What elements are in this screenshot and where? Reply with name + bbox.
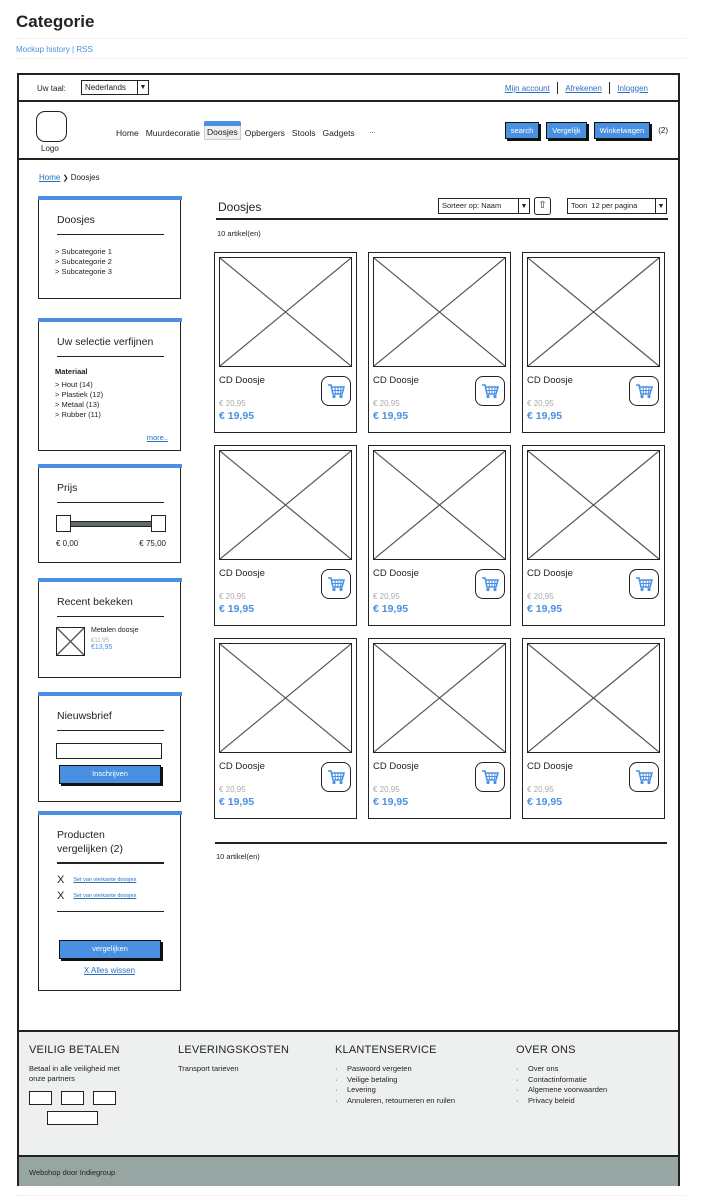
- payment-logos: [29, 1091, 129, 1105]
- footer-link[interactable]: · Algemene voorwaarden: [516, 1085, 607, 1096]
- cart-icon: [481, 383, 499, 399]
- footer-col-about: [516, 1044, 607, 1106]
- divider: [57, 356, 164, 358]
- slider-handle-min[interactable]: [56, 515, 71, 532]
- product-price: € 19,95: [373, 603, 409, 615]
- image-placeholder-icon[interactable]: [373, 257, 506, 367]
- image-placeholder-icon[interactable]: [373, 643, 506, 753]
- refine-widget: [38, 322, 181, 451]
- chevron-down-icon[interactable]: ▼: [137, 81, 148, 94]
- cart-icon: [635, 769, 653, 785]
- compare-widget: [38, 815, 181, 991]
- add-to-cart-button[interactable]: [629, 762, 659, 792]
- account-links: [505, 82, 648, 94]
- subcategory-item[interactable]: > Subcategorie 1: [55, 247, 112, 257]
- chevron-down-icon[interactable]: ▼: [518, 199, 529, 213]
- subcategory-list: [55, 247, 180, 277]
- nav-item-gadgets[interactable]: Gadgets: [322, 128, 355, 138]
- product-price: € 19,95: [373, 796, 409, 808]
- image-placeholder-icon[interactable]: [373, 450, 506, 560]
- footer-link[interactable]: · Privacy beleid: [516, 1096, 607, 1107]
- footer-text: Betaal in alle veiligheid met onze partners: [29, 1064, 120, 1083]
- product-name[interactable]: CD Doosje: [373, 568, 419, 579]
- product-old-price: € 20,95: [219, 785, 246, 794]
- footer-col-payment: [29, 1044, 129, 1125]
- recent-item[interactable]: [56, 627, 180, 656]
- product-old-price: € 20,95: [527, 399, 554, 408]
- footer-link[interactable]: · Contactinformatie: [516, 1075, 607, 1086]
- breadcrumb-home[interactable]: Home: [39, 173, 61, 182]
- widget-title: Prijs: [57, 482, 78, 494]
- search-button[interactable]: search: [505, 122, 540, 139]
- language-value: Nederlands: [85, 83, 126, 92]
- divider: [16, 1195, 686, 1196]
- filter-item[interactable]: > Metaal (13): [55, 400, 100, 410]
- sort-direction-icon[interactable]: ⇧: [534, 197, 551, 215]
- product-grid: [214, 252, 669, 819]
- image-placeholder-icon[interactable]: [219, 257, 352, 367]
- product-price: € 19,95: [219, 410, 255, 422]
- compare-item-link[interactable]: Set van vierkante doosjes: [73, 876, 137, 883]
- slider-handle-max[interactable]: [151, 515, 166, 532]
- add-to-cart-button[interactable]: [475, 376, 505, 406]
- divider: [57, 862, 164, 864]
- product-card[interactable]: [522, 445, 665, 626]
- divider: [57, 502, 164, 504]
- compare-item-link[interactable]: Set van vierkante doosjes: [73, 892, 137, 899]
- remove-icon[interactable]: X: [57, 889, 65, 902]
- product-card[interactable]: [368, 445, 511, 626]
- footer-list: [516, 1064, 607, 1106]
- cart-button[interactable]: Winkelwagen: [594, 122, 651, 139]
- widget-title: Doosjes: [57, 214, 95, 226]
- filter-item[interactable]: > Hout (14): [55, 380, 93, 390]
- chevron-down-icon[interactable]: ▼: [655, 199, 666, 213]
- product-old-price: € 20,95: [373, 592, 400, 601]
- divider: [57, 730, 164, 732]
- nav-actions: [505, 122, 668, 139]
- product-card[interactable]: [214, 638, 357, 819]
- footer: [19, 1030, 678, 1155]
- product-name[interactable]: CD Doosje: [373, 761, 419, 772]
- recent-info: [91, 627, 138, 656]
- add-to-cart-button[interactable]: [321, 376, 351, 406]
- subcategory-item[interactable]: > Subcategorie 2: [55, 257, 112, 267]
- product-old-price: € 20,95: [219, 399, 246, 408]
- language-label: Uw taal:: [37, 84, 66, 93]
- image-placeholder-icon[interactable]: [527, 257, 660, 367]
- widget-title: Recent bekeken: [57, 596, 133, 608]
- payment-logo: [29, 1091, 52, 1105]
- per-page-select[interactable]: [567, 198, 667, 214]
- product-price: € 19,95: [527, 410, 563, 422]
- divider: [216, 218, 668, 220]
- separator: |: [72, 45, 75, 54]
- compare-submit-button[interactable]: vergelijken: [59, 940, 161, 959]
- divider: [16, 38, 686, 39]
- recent-old-price: €11,95: [91, 638, 109, 645]
- category-title: Doosjes: [218, 200, 262, 214]
- image-placeholder-icon: [56, 627, 85, 656]
- divider: [16, 58, 686, 59]
- footer-heading: LEVERINGSKOSTEN: [178, 1044, 290, 1056]
- product-price: € 19,95: [219, 796, 255, 808]
- price-range: [56, 539, 166, 548]
- payment-logo: [47, 1111, 98, 1125]
- mockup-frame: [17, 73, 680, 1186]
- nav-item-stools[interactable]: Stools: [291, 128, 316, 138]
- product-card[interactable]: [368, 252, 511, 433]
- newsletter-widget: [38, 696, 181, 802]
- nav-item-home[interactable]: Home: [116, 128, 139, 138]
- nav-item-doosjes[interactable]: Doosjes: [204, 125, 241, 140]
- recent-price: €13,95: [91, 644, 113, 652]
- breadcrumb: [39, 173, 100, 182]
- price-max: € 75,00: [139, 539, 166, 549]
- product-price: € 19,95: [527, 796, 563, 808]
- cart-icon: [635, 383, 653, 399]
- divider: [557, 82, 559, 94]
- product-card[interactable]: [214, 252, 357, 433]
- product-name[interactable]: CD Doosje: [527, 375, 573, 386]
- nav-item-opbergers[interactable]: Opbergers: [244, 128, 285, 138]
- history-links: [16, 45, 93, 54]
- nav-item-muurdecoratie[interactable]: Muurdecoratie: [145, 128, 201, 138]
- clear-all-link[interactable]: X Alles wissen: [83, 966, 136, 976]
- rss-link[interactable]: RSS: [76, 45, 93, 54]
- product-card[interactable]: [214, 445, 357, 626]
- footer-link[interactable]: · Paswoord vergeten: [335, 1064, 475, 1075]
- product-price: € 19,95: [219, 603, 255, 615]
- top-bar: [19, 75, 678, 102]
- item-count: 10 artikel(en): [217, 229, 261, 238]
- footer-heading: VEILIG BETALEN: [29, 1044, 120, 1056]
- filter-list: [55, 380, 180, 420]
- widget-title: Nieuwsbrief: [57, 710, 112, 722]
- widget-title: Producten vergelijken (2): [57, 829, 123, 855]
- product-old-price: € 20,95: [373, 785, 400, 794]
- nav-item-more[interactable]: ...: [369, 128, 376, 135]
- page-title: Categorie: [16, 12, 95, 31]
- image-placeholder-icon[interactable]: [527, 643, 660, 753]
- add-to-cart-button[interactable]: [629, 569, 659, 599]
- subcategory-item[interactable]: > Subcategorie 3: [55, 267, 112, 277]
- cart-icon: [327, 769, 345, 785]
- add-to-cart-button[interactable]: [475, 762, 505, 792]
- filter-item[interactable]: > Rubber (11): [55, 410, 101, 420]
- filter-group-title: Materiaal: [55, 367, 88, 377]
- newsletter-email-input[interactable]: [56, 743, 162, 759]
- add-to-cart-button[interactable]: [321, 762, 351, 792]
- footer-link[interactable]: · Over ons: [516, 1064, 607, 1075]
- compare-item: [57, 874, 180, 886]
- footer-link[interactable]: · Levering: [335, 1085, 475, 1096]
- shipping-rates-link[interactable]: Transport tarieven: [178, 1064, 239, 1073]
- widget-title: Uw selectie verfijnen: [57, 336, 154, 348]
- image-placeholder-icon[interactable]: [219, 450, 352, 560]
- item-count: 10 artikel(en): [216, 852, 260, 861]
- add-to-cart-button[interactable]: [629, 376, 659, 406]
- payment-logo: [93, 1091, 116, 1105]
- product-price: € 19,95: [373, 410, 409, 422]
- compare-button[interactable]: Vergelijk: [546, 122, 586, 139]
- logo-label: Logo: [41, 144, 59, 153]
- product-old-price: € 20,95: [219, 592, 246, 601]
- payment-logo: [61, 1091, 84, 1105]
- cart-icon: [327, 576, 345, 592]
- product-card[interactable]: [522, 638, 665, 819]
- product-old-price: € 20,95: [527, 785, 554, 794]
- price-widget: [38, 468, 181, 563]
- sort-value: Sorteer op: Naam: [442, 201, 502, 210]
- image-placeholder-icon[interactable]: [219, 643, 352, 753]
- copyright-bar: Webshop door Indiegroup: [19, 1155, 678, 1186]
- add-to-cart-button[interactable]: [475, 569, 505, 599]
- product-name[interactable]: CD Doosje: [527, 568, 573, 579]
- logo[interactable]: [36, 111, 67, 142]
- more-link[interactable]: more..: [146, 433, 168, 442]
- product-name[interactable]: CD Doosje: [527, 761, 573, 772]
- sort-select[interactable]: [438, 198, 530, 214]
- cart-icon: [481, 576, 499, 592]
- cart-icon: [481, 769, 499, 785]
- filter-item[interactable]: > Plastiek (12): [55, 390, 104, 400]
- recent-item-name: Metalen doosje: [91, 627, 139, 635]
- cart-count: (2): [658, 126, 668, 135]
- product-old-price: € 20,95: [527, 592, 554, 601]
- main-navigation: [19, 102, 678, 160]
- product-name[interactable]: CD Doosje: [219, 375, 265, 386]
- divider: [609, 82, 611, 94]
- cart-icon: [327, 383, 345, 399]
- price-min: € 0,00: [56, 539, 79, 549]
- checkout-link[interactable]: Afrekenen: [565, 83, 602, 93]
- remove-icon[interactable]: X: [57, 873, 65, 886]
- mockup-history-link[interactable]: Mockup history: [16, 45, 70, 54]
- price-slider[interactable]: [56, 515, 166, 533]
- product-old-price: € 20,95: [373, 399, 400, 408]
- recent-widget: [38, 582, 181, 678]
- product-name[interactable]: CD Doosje: [219, 568, 265, 579]
- add-to-cart-button[interactable]: [321, 569, 351, 599]
- image-placeholder-icon[interactable]: [527, 450, 660, 560]
- chevron-right-icon: ❯: [62, 175, 69, 182]
- divider: [57, 911, 164, 913]
- divider: [215, 842, 667, 844]
- my-account-link[interactable]: Mijn account: [504, 83, 550, 93]
- login-link[interactable]: Inloggen: [617, 83, 648, 93]
- footer-col-shipping: [178, 1044, 289, 1074]
- product-name[interactable]: CD Doosje: [373, 375, 419, 386]
- per-page-value: Toon 12 per pagina: [571, 201, 638, 210]
- footer-col-service: [335, 1044, 475, 1106]
- cart-icon: [635, 576, 653, 592]
- footer-heading: OVER ONS: [516, 1044, 576, 1056]
- footer-link[interactable]: · Annuleren, retourneren en ruilen: [335, 1096, 475, 1107]
- footer-link[interactable]: · Veilige betaling: [335, 1075, 475, 1086]
- product-card[interactable]: [522, 252, 665, 433]
- product-name[interactable]: CD Doosje: [219, 761, 265, 772]
- category-widget: [38, 200, 181, 299]
- divider: [57, 616, 164, 618]
- slider-track: [66, 521, 156, 527]
- footer-list: [335, 1064, 475, 1106]
- product-price: € 19,95: [527, 603, 563, 615]
- product-card[interactable]: [368, 638, 511, 819]
- subscribe-button[interactable]: Inschrijven: [59, 765, 161, 784]
- divider: [57, 234, 164, 236]
- language-select[interactable]: [81, 80, 149, 95]
- compare-item: [57, 890, 180, 902]
- nav-menu: [113, 126, 380, 140]
- footer-heading: KLANTENSERVICE: [335, 1044, 437, 1056]
- breadcrumb-current: Doosjes: [70, 173, 100, 182]
